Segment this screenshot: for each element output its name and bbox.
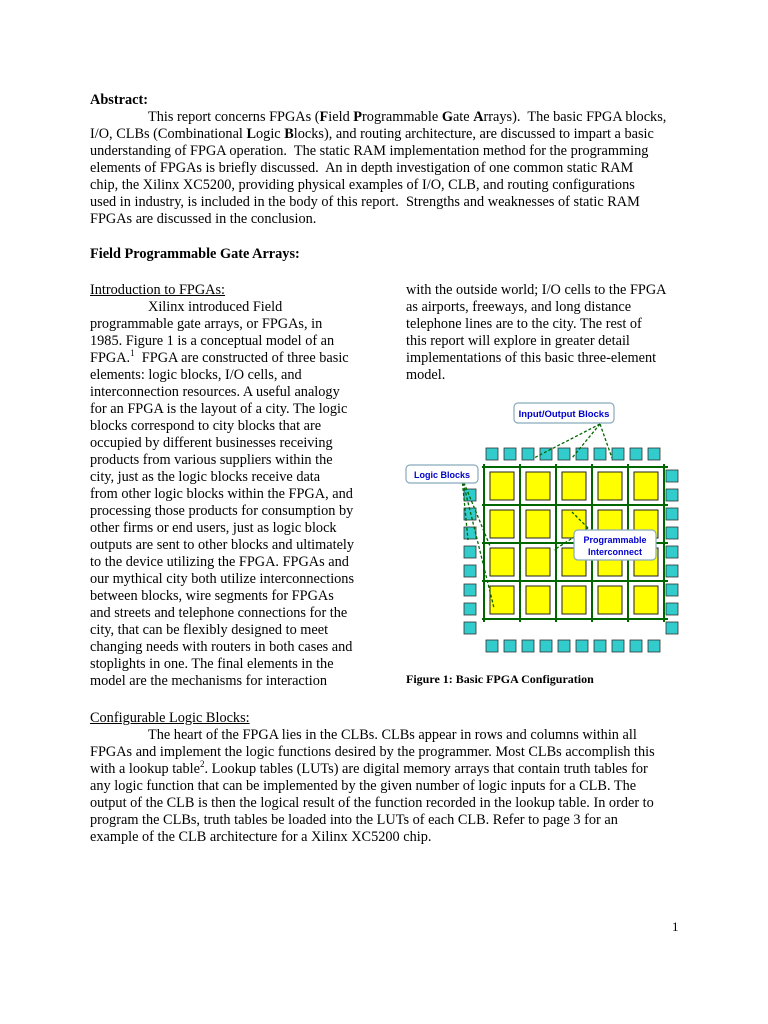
io-block [464, 546, 476, 558]
interconnect-label-line2: Interconnect [587, 547, 643, 557]
io-block [464, 603, 476, 615]
intro-line: our mythical city both utilize interconnections [90, 571, 355, 587]
abstract-text: understanding of FPGA operation. The static RAM implementation method for the programming [90, 143, 649, 159]
io-block [576, 640, 588, 652]
io-label: Input/Output Blocks [518, 409, 610, 420]
right-line: as airports, freeways, and long distance [406, 299, 632, 315]
abstract-text: used in industry, is included in the body of this report. Strengths and weaknesses of static RAM [90, 194, 640, 210]
clb-line-lut [90, 761, 690, 778]
intro-line-fpga [90, 350, 380, 367]
intro-column [90, 282, 380, 690]
clb-text: . Lookup tables (LUTs) are digital memory arrays that contain truth tables for [204, 761, 648, 777]
io-block [612, 640, 624, 652]
intro-line: outputs are sent to other blocks and ultimately [90, 537, 355, 553]
logic-block [526, 548, 550, 576]
clb-heading: Configurable Logic Blocks: [90, 710, 250, 726]
io-block [648, 640, 660, 652]
io-block [612, 448, 624, 460]
intro-line: model are the mechanisms for interaction [90, 673, 328, 689]
logic-block [562, 472, 586, 500]
right-line: telephone lines are to the city. The rest of [406, 316, 642, 332]
abstract-text: L [246, 126, 257, 142]
intro-line: elements: logic blocks, I/O cells, and [90, 367, 302, 383]
io-block [504, 640, 516, 652]
abstract-text: elements of FPGAs is briefly discussed. An in depth investigation of one common static RAM [90, 160, 634, 176]
section-heading: Field Programmable Gate Arrays: [90, 246, 300, 262]
footnote-ref: 1 [130, 348, 135, 359]
io-block [558, 640, 570, 652]
abstract-line [90, 160, 690, 177]
abstract-section [90, 92, 690, 228]
io-block [464, 622, 476, 634]
abstract-line [90, 177, 690, 194]
io-block [576, 448, 588, 460]
io-block [504, 448, 516, 460]
io-block [630, 640, 642, 652]
abstract-text: F [319, 109, 329, 125]
abstract-text: chip, the Xilinx XC5200, providing physical examples of I/O, CLB, and routing configurations [90, 177, 635, 193]
logic-block [526, 510, 550, 538]
page-number: 1 [672, 919, 679, 934]
logic-block [490, 586, 514, 614]
intro-line: city, just as the logic blocks receive data [90, 469, 321, 485]
logic-block [562, 586, 586, 614]
clb-line: program the CLBs, truth tables be loaded into the LUTs of each CLB. Refer to page 3 for an [90, 812, 618, 828]
intro-line: from other logic blocks within the FPGA, and [90, 486, 353, 502]
interconnect-label-line1: Programmable [583, 535, 647, 545]
intro-line: for an FPGA is the layout of a city. The logic [90, 401, 348, 417]
intro-text: FPGA. [90, 350, 131, 366]
intro-line: programmable gate arrays, or FPGAs, in [90, 316, 323, 332]
abstract-heading: Abstract: [90, 92, 148, 108]
logic-block [490, 510, 514, 538]
footnote-ref: 2 [199, 759, 205, 770]
io-block [666, 546, 678, 558]
intro-line: stoplights in one. The final elements in the [90, 656, 334, 672]
intro-line: blocks correspond to city blocks that are [90, 418, 322, 434]
abstract-line [90, 211, 690, 228]
logic-block [634, 586, 658, 614]
abstract-text: rrays). The basic FPGA blocks, [483, 109, 667, 125]
abstract-text: FPGAs are discussed in the conclusion. [90, 211, 317, 227]
right-line: model. [406, 367, 446, 383]
io-block [522, 448, 534, 460]
logic-block [490, 548, 514, 576]
intro-line: interconnection resources. A useful analogy [90, 384, 340, 400]
abstract-body [90, 109, 690, 228]
clb-line: any logic function that can be implemented by the given number of logic inputs for a CLB. The [90, 778, 637, 794]
intro-heading: Introduction to FPGAs: [90, 282, 226, 298]
intro-line: processing those products for consumption by [90, 503, 354, 519]
abstract-text: ogic [256, 126, 285, 142]
io-block [666, 603, 678, 615]
io-block [666, 470, 678, 482]
io-block [486, 640, 498, 652]
intro-line: and streets and telephone connections for the [90, 605, 348, 621]
figure-caption: Figure 1: Basic FPGA Configuration [406, 672, 594, 686]
fpga-diagram [402, 400, 692, 670]
io-block [540, 640, 552, 652]
abstract-line [90, 194, 690, 211]
clb-line: output of the CLB is then the logical result of the function recorded in the lookup table. In order to [90, 795, 654, 811]
io-block [486, 448, 498, 460]
clb-line: example of the CLB architecture for a Xilinx XC5200 chip. [90, 829, 432, 845]
io-block [464, 584, 476, 596]
io-block [666, 527, 678, 539]
abstract-text: G [441, 109, 453, 125]
intro-line: changing needs with routers in both cases and [90, 639, 353, 655]
intro-line: city, that can be flexibly designed to meet [90, 622, 329, 638]
abstract-text: B [284, 126, 294, 142]
io-block [522, 640, 534, 652]
clb-line: FPGAs and implement the logic functions desired by the programmer. Most CLBs accomplish this [90, 744, 655, 760]
right-column [406, 282, 696, 384]
io-block [594, 640, 606, 652]
io-block [666, 622, 678, 634]
abstract-text: This report concerns FPGAs ( [148, 109, 320, 125]
abstract-text: ate [452, 109, 474, 125]
intro-text: FPGA are constructed of three basic [134, 350, 349, 366]
logic-block [526, 586, 550, 614]
abstract-text: A [473, 109, 484, 125]
logic-block [598, 472, 622, 500]
logic-block [598, 586, 622, 614]
intro-line: between blocks, wire segments for FPGAs [90, 588, 334, 604]
intro-line: 1985. Figure 1 is a conceptual model of an [90, 333, 335, 349]
io-block [648, 448, 660, 460]
abstract-text: rogrammable [362, 109, 442, 125]
io-block [666, 565, 678, 577]
abstract-line [90, 143, 690, 160]
abstract-line [90, 109, 690, 126]
abstract-text: ield [328, 109, 354, 125]
intro-line: products from various suppliers within the [90, 452, 333, 468]
clb-text: with a lookup table [90, 761, 200, 777]
intro-line: to the device utilizing the FPGA. FPGAs and [90, 554, 349, 570]
right-line: with the outside world; I/O cells to the FPGA [406, 282, 667, 298]
io-block [464, 565, 476, 577]
clb-section [90, 710, 690, 846]
abstract-text: locks), and routing architecture, are discussed to impart a basic [293, 126, 654, 142]
io-block [666, 584, 678, 596]
io-block [558, 448, 570, 460]
abstract-line [90, 126, 690, 143]
fpga-figure [402, 400, 692, 670]
logic-label: Logic Blocks [413, 470, 471, 480]
io-block [666, 508, 678, 520]
intro-line: occupied by different businesses receiving [90, 435, 333, 451]
right-line: implementations of this basic three-element [406, 350, 657, 366]
abstract-text: P [353, 109, 363, 125]
logic-block [634, 472, 658, 500]
abstract-text: I/O, CLBs (Combinational [90, 126, 247, 142]
intro-line: other firms or end users, just as logic block [90, 520, 337, 536]
logic-block [490, 472, 514, 500]
logic-block [526, 472, 550, 500]
intro-line: Xilinx introduced Field [148, 299, 283, 315]
right-line: this report will explore in greater detail [406, 333, 630, 349]
io-block [666, 489, 678, 501]
io-block [630, 448, 642, 460]
clb-line: The heart of the FPGA lies in the CLBs. CLBs appear in rows and columns within all [148, 727, 637, 743]
io-block [594, 448, 606, 460]
